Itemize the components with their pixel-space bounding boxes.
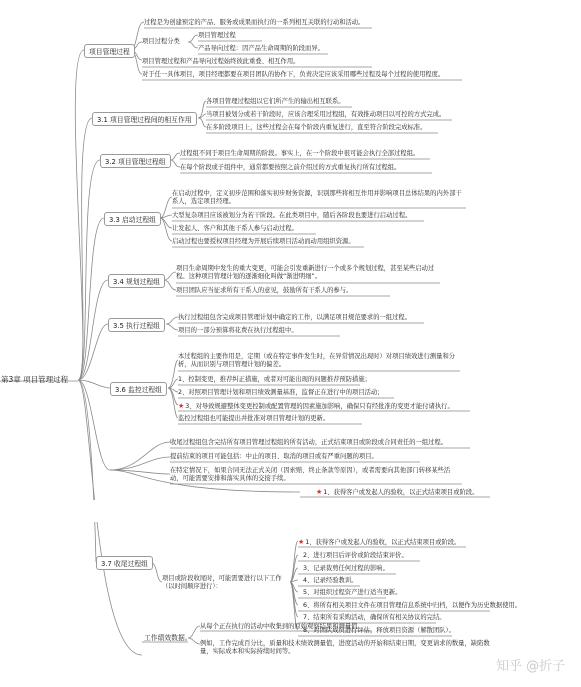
s0-line-1: 过程是为创建预定的产品、服务或成果而执行的一系列相互关联的行动和活动。 (144, 19, 365, 26)
star-icon: ★ (178, 402, 185, 410)
s37a-line-4: 1、获得客户或发起人的验收，以正式结束项目或阶段。 (323, 489, 479, 496)
s37a-line-3: 在特定情况下，如果合同无法正式关闭（因索赔、终止条款等原因），或者需要向其他部门转移某些活动，可能需要安排和落实具体的交接手续。 (170, 467, 451, 482)
star-icon: ★ (316, 488, 323, 496)
s37-intro: 项目或阶段收尾时，可能需要进行以下工作（以时间顺序进行）： (162, 575, 282, 590)
s35-line-1: 执行过程组包含完成项目管理计划中确定的工作，以满足项目规范要求的一组过程。 (178, 314, 411, 321)
s36-line-1: 本过程组的主要作用是，定期（或在特定事件发生时，在异常情况出现时）对项目绩效进行测量和分析，从而识别与项目管理计划的偏差。 (178, 353, 456, 368)
s37-item-8: 8、对团队成员进行评估，释放项目资源（解散团队）。 (303, 627, 455, 634)
s37-item-6: 6、将所有相关项目文件在项目管理信息系统中归档，以便作为历史数据使用。 (303, 602, 522, 609)
s37a-line-1: 收尾过程组包含完结所有项目管理过程组的所有活动，正式结束项目或阶段或合同责任的一组过程。 (170, 439, 448, 446)
watermark: 知乎 @折子 (496, 659, 566, 674)
s0-line-3: 项目管理过程和产品导向过程始终彼此重叠、相互作用。 (142, 58, 300, 65)
node-3-7-closing: 3.7 收尾过程组 (96, 556, 153, 570)
s31-line-1: 各项目管理过程组以它们所产生的输出相互联系。 (206, 98, 345, 105)
node-3-6-monitoring: 3.6 监控过程组 (110, 382, 167, 396)
s37-item-1-row (298, 538, 460, 547)
s37-item-1: 1、获得客户或发起人的验收，以正式结束项目或阶段。 (305, 539, 461, 546)
s33-line-2: 大型复杂项目应该被划分为若干阶段。在此类项目中，随后各阶段也要进行启动过程。 (172, 212, 412, 219)
s32-line-1: 过程组不同于项目生命周期的阶段。事实上，在一个阶段中很可能会执行全部过程组。 (180, 150, 420, 157)
s38-line-2: 例如，工作完成百分比，质量和技术绩效测量值，进度活动的开始和结束日期，变更请求的数量，缺陷数量，实际成本和实际持续时间等。 (200, 640, 490, 655)
s37a-line-2: 提前结束的项目可能包括：中止的项目、取消的项目或有严重问题的项目。 (170, 453, 378, 460)
s37-item-5: 5、对组织过程资产进行适当更新。 (303, 589, 402, 596)
s0-class-2: 产品导向过程：因产品生命周期的阶段而异。 (198, 45, 324, 52)
s33-line-1: 在启动过程中，定义初步范围和落实初步财务资源，识别那些将相互作用并影响项目总体结果的内外部干系人，选定项目经理。 (172, 190, 462, 205)
node-project-management-process: 项目管理过程 (84, 44, 135, 58)
node-3-4-planning: 3.4 规划过程组 (108, 274, 165, 288)
s36-line-2: 监控过程组也可能提出并批准对项目管理计划的更新。 (178, 415, 330, 422)
s36-item-3: 3、对导致规避整体变更控制或配置管理的因素施加影响，确保只有经批准的变更才能付诸执行。 (185, 403, 454, 410)
s37a-line-4-row (316, 488, 478, 497)
s37-item-4: 4、记录经验教训。 (303, 577, 358, 584)
s0-line-4: 对于任一具体项目，项目经理都要在项目团队的协作下，负责决定应该采用哪些过程及每个过程的使用程度。 (142, 71, 445, 78)
star-icon: ★ (298, 538, 305, 546)
s37-item-2: 2、进行项目后评价或阶段结束评价。 (303, 552, 408, 559)
s31-line-2: 当项目被划分或若干阶段时，应该合理采用过程组，有效推动项目以可控的方式完成。 (206, 111, 446, 118)
s36-item-1: 1、控制变更，推荐纠正措施，或者对可能出现的问题推荐预防措施； (178, 376, 371, 383)
s34-line-2: 项目团队应当征求所有干系人的意见，鼓励所有干系人的参与。 (176, 287, 353, 294)
node-3-3-initiating: 3.3 启动过程组 (104, 212, 161, 226)
s32-line-2: 在每个阶段或子组件中，通常都要按照之前介绍过的方式重复执行所有过程组。 (180, 164, 401, 171)
node-3-2-process-groups: 3.2 项目管理过程组 (100, 154, 171, 168)
root-chapter-title: 第3章 项目管理过程 (1, 375, 69, 384)
s31-line-3: 在多阶段项目上，这些过程会在每个阶段内重复进行，直至符合阶段完成标准。 (206, 124, 427, 131)
s34-line-1: 项目生命周期中发生的重大变更，可能会引发重新进行一个或多个规划过程，甚至某些启动过程。这种项目管理计划的逐渐细化叫做“渐进明细”。 (176, 265, 435, 280)
node-3-5-executing: 3.5 执行过程组 (108, 318, 165, 332)
s36-item-3-row (178, 402, 454, 411)
s37-item-7: 7、结束所有采购活动，确保所有相关协议的完结。 (303, 614, 446, 621)
node-3-1-interaction: 3.1 项目管理过程间的相互作用 (92, 112, 197, 126)
s0-class-1: 项目管理过程 (198, 32, 236, 39)
s35-line-2: 项目的一部分预算将花费在执行过程组中。 (178, 327, 298, 334)
s33-line-3: 让发起人、客户和其他干系人参与启动过程。 (172, 225, 298, 232)
s36-item-2: 2、对照项目管理计划和项目绩效测量基准，监督正在进行中的项目活动； (178, 389, 384, 396)
s33-line-4: 启动过程也要授权项目经理为开展后续项目活动而动用组织资源。 (172, 238, 355, 245)
s0-process-classification: 项目过程分类 (142, 38, 180, 45)
s38-line-1: 从每个正在执行的活动中收集到的原始观察结果和测量值。 (200, 623, 364, 630)
s37-item-3: 3、记录裁剪任何过程的影响。 (303, 565, 389, 572)
node-work-performance-data: 工作绩效数据。 (144, 634, 192, 642)
